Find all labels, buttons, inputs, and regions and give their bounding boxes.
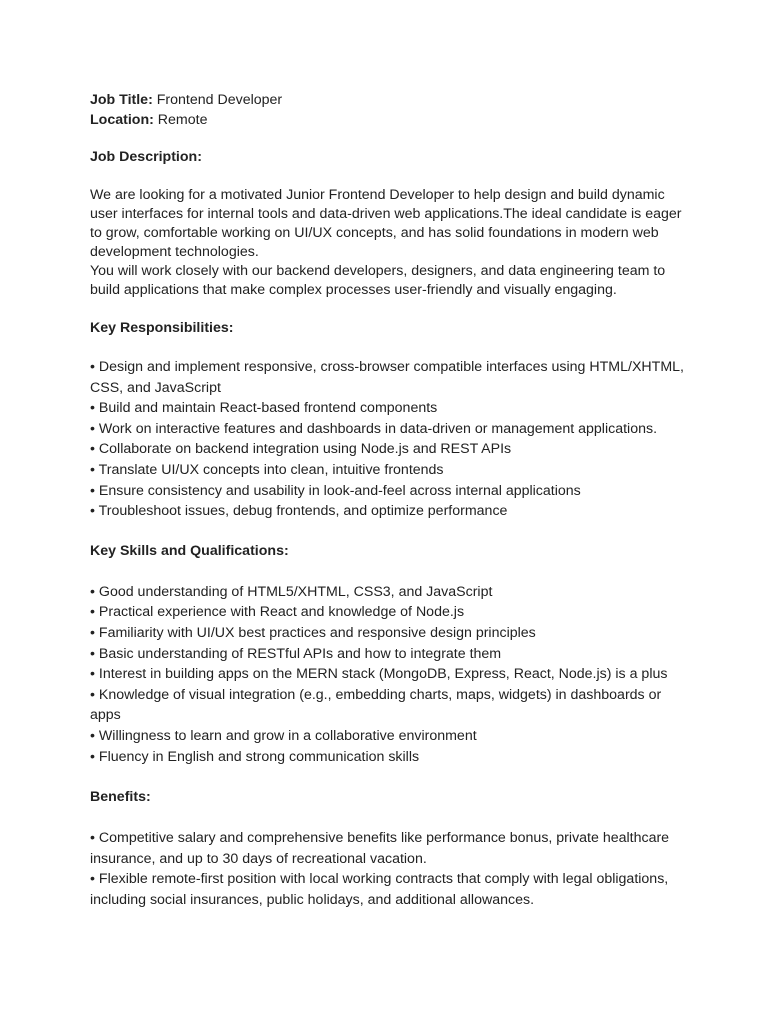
list-item: • Familiarity with UI/UX best practices and responsive design principles (90, 624, 536, 641)
list-item: • Willingness to learn and grow in a collaborative environment (90, 727, 477, 744)
description-paragraph-1: We are looking for a motivated Junior Frontend Developer to help design and build dynamic user interfaces for internal tools and data-driven web applications.The ideal candidate is eager to grow, comfortable working on UI/UX concepts, and has solid foundations in modern web development technologies. (90, 187, 682, 260)
list-item: • Fluency in English and strong communication skills (90, 748, 420, 765)
key-skills-heading: Key Skills and Qualifications: (90, 542, 289, 559)
location-label: Location: (90, 112, 154, 128)
job-description-heading: Job Description: (90, 149, 202, 165)
job-title-line (90, 91, 690, 110)
location-line (90, 111, 690, 130)
benefits-heading: Benefits: (90, 789, 151, 806)
responsibilities-list (90, 357, 690, 522)
description-paragraph-2: You will work closely with our backend developers, designers, and data engineering team to build applications that make complex processes user-friendly and visually engaging. (90, 263, 666, 298)
job-title-label: Job Title: (90, 92, 153, 108)
benefits-list (90, 828, 690, 910)
list-item: • Build and maintain React-based frontend components (90, 400, 438, 417)
list-item: • Work on interactive features and dashboards in data-driven or management applications. (90, 420, 658, 437)
list-item: • Ensure consistency and usability in look-and-feel across internal applications (90, 482, 581, 499)
list-item: • Flexible remote-first position with local working contracts that comply with legal obligations, including social insurances, public holidays, and additional allowances. (90, 871, 669, 908)
skills-list (90, 582, 690, 767)
key-responsibilities-heading: Key Responsibilities: (90, 320, 234, 336)
list-item: • Collaborate on backend integration using Node.js and REST APIs (90, 441, 512, 458)
list-item: • Competitive salary and comprehensive benefits like performance bonus, private healthcare insurance, and up to 30 days of recreational vacation. (90, 830, 670, 867)
list-item: • Troubleshoot issues, debug frontends, and optimize performance (90, 503, 508, 520)
list-item: • Good understanding of HTML5/XHTML, CSS3, and JavaScript (90, 583, 493, 600)
list-item: • Translate UI/UX concepts into clean, intuitive frontends (90, 461, 444, 478)
list-item: • Practical experience with React and knowledge of Node.js (90, 604, 465, 621)
list-item: • Interest in building apps on the MERN stack (MongoDB, Express, React, Node.js) is a plus (90, 666, 668, 683)
list-item: • Knowledge of visual integration (e.g., embedding charts, maps, widgets) in dashboards or apps (90, 686, 662, 724)
location-value: Remote (157, 112, 208, 128)
job-title-value: Frontend Developer (156, 92, 283, 108)
job-posting-document (90, 91, 690, 910)
list-item: • Design and implement responsive, cross-browser compatible interfaces using HTML/XHTML, CSS, and JavaScript (90, 359, 684, 396)
list-item: • Basic understanding of RESTful APIs and how to integrate them (90, 645, 502, 662)
